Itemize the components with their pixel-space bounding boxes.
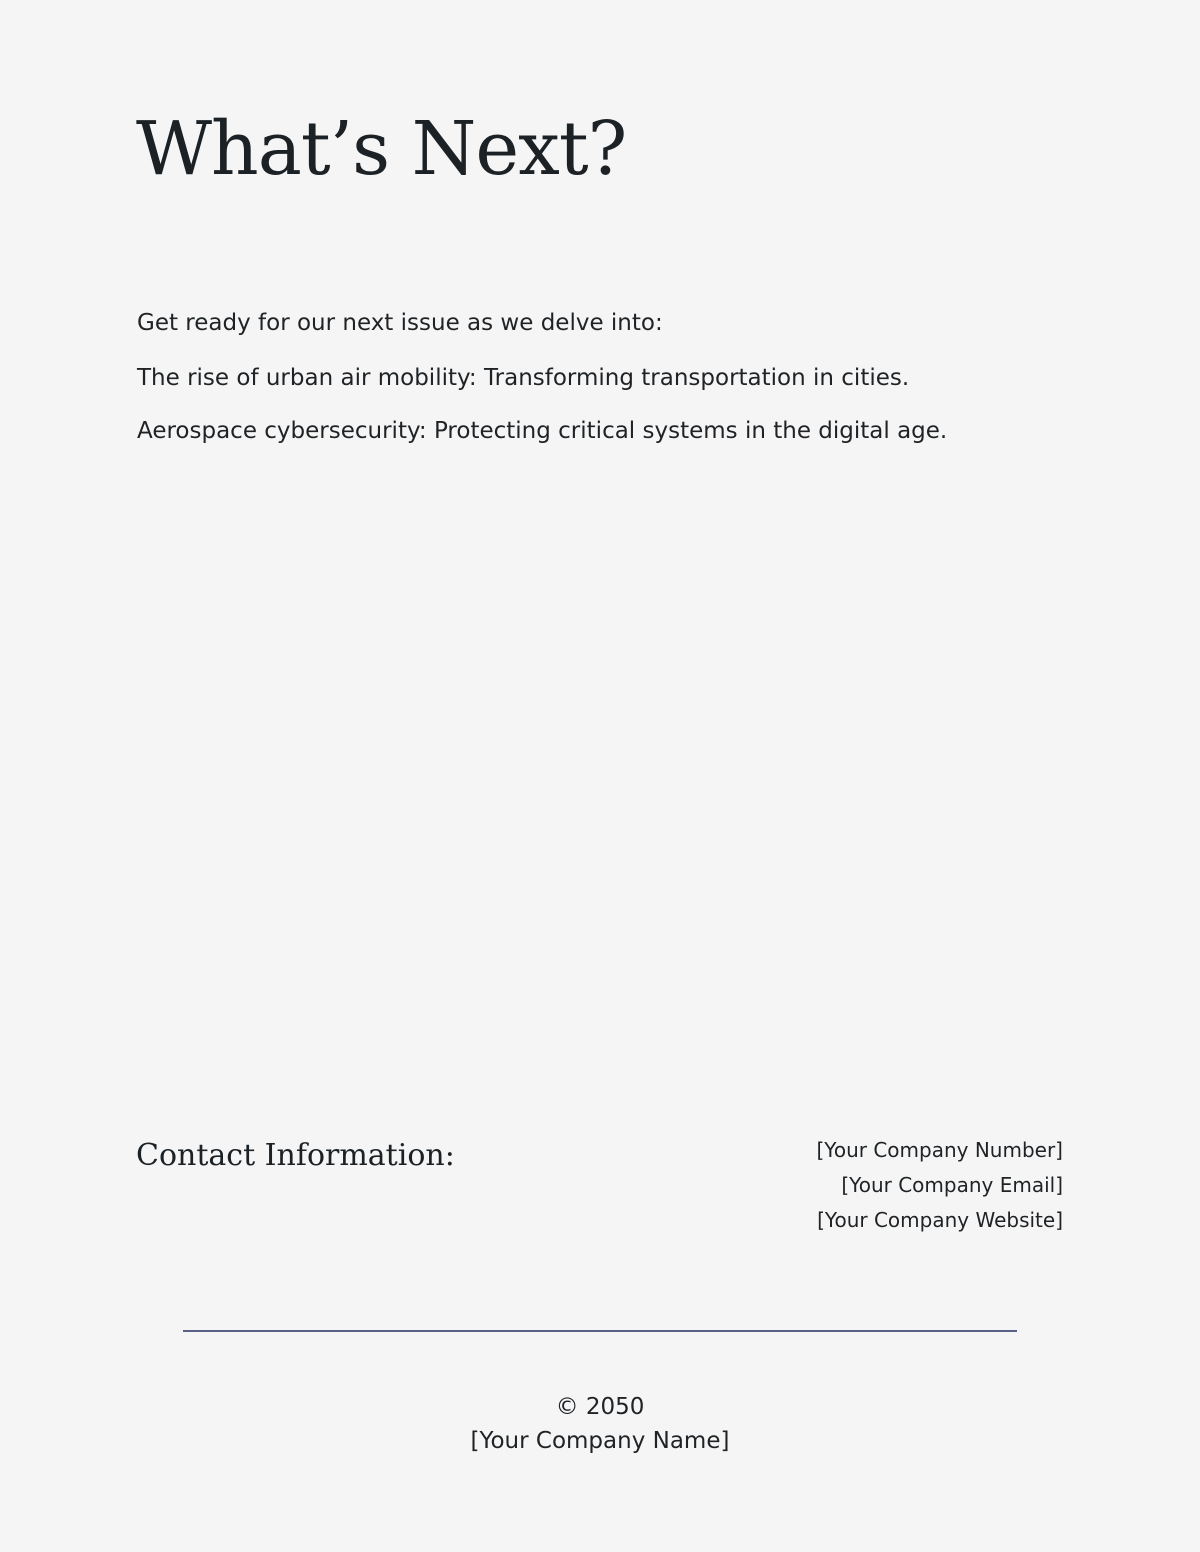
intro-item-urban-air-mobility: The rise of urban air mobility: Transforming transportation in cities. <box>137 365 910 391</box>
intro-item-aerospace-cybersecurity: Aerospace cybersecurity: Protecting critical systems in the digital age. <box>137 418 948 444</box>
contact-website: [Your Company Website] <box>817 1208 1063 1232</box>
copyright-text: © 2050 <box>555 1394 645 1420</box>
page-title: What’s Next? <box>136 106 627 192</box>
company-name: [Your Company Name] <box>470 1428 730 1454</box>
contact-heading: Contact Information: <box>136 1138 455 1173</box>
contact-number: [Your Company Number] <box>816 1138 1063 1162</box>
contact-details <box>816 1133 1063 1238</box>
footer-divider <box>183 1330 1017 1332</box>
intro-section <box>137 306 1097 467</box>
contact-email: [Your Company Email] <box>841 1173 1063 1197</box>
intro-lead: Get ready for our next issue as we delve into: <box>137 310 663 336</box>
footer <box>0 1390 1200 1458</box>
